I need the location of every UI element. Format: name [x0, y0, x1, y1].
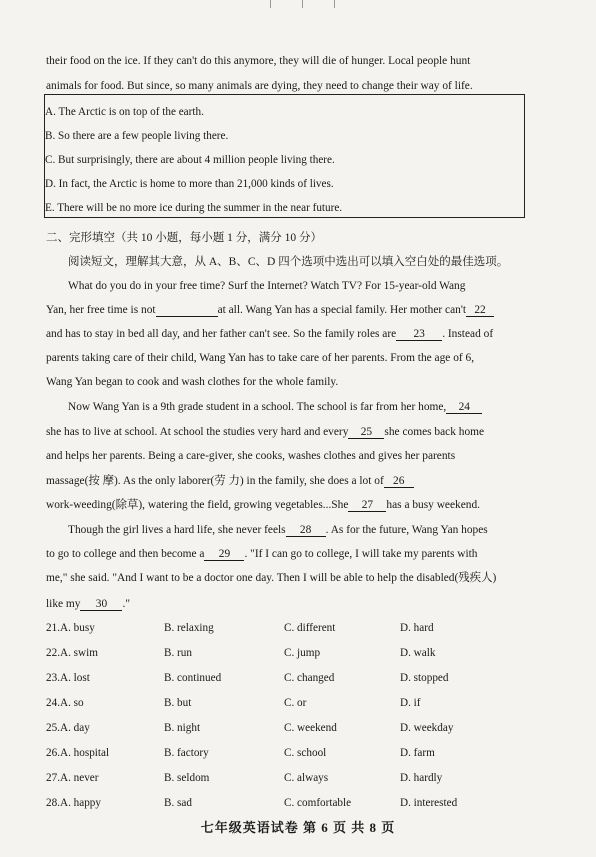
- choice-b[interactable]: B. night: [164, 722, 201, 734]
- choice-c[interactable]: C. different: [284, 622, 336, 634]
- section-title: 二、完形填空（共 10 小题，每小题 1 分，满分 10 分）: [46, 232, 322, 244]
- choice-b[interactable]: B. but: [164, 697, 192, 709]
- question-row: [46, 747, 526, 763]
- blank-29[interactable]: 29: [204, 549, 244, 561]
- cloze-line: Yan, her free time is not at all. Wang Yan has a special family. Her mother can't 22: [46, 303, 526, 317]
- blank-28[interactable]: 28: [286, 525, 326, 537]
- choice-a[interactable]: 28.A. happy: [46, 797, 101, 809]
- cloze-line: Though the girl lives a hard life, she never feels 28 . As for the future, Wang Yan hopes: [68, 524, 488, 536]
- cloze-line: and has to stay in bed all day, and her father can't see. So the family roles are 23 . Instead of: [46, 328, 494, 340]
- question-row: [46, 647, 526, 663]
- cloze-line: to go to college and then become a 29 . "If I can go to college, I will take my parents with: [46, 548, 478, 560]
- page-mark: [270, 0, 271, 8]
- choice-c[interactable]: C. school: [284, 747, 327, 759]
- option-a: A. The Arctic is on top of the earth.: [45, 106, 204, 118]
- choice-b[interactable]: B. seldom: [164, 772, 210, 784]
- option-d: D. In fact, the Arctic is home to more than 21,000 kinds of lives.: [45, 178, 334, 190]
- choice-b[interactable]: B. sad: [164, 797, 192, 809]
- option-e: E. There will be no more ice during the summer in the near future.: [45, 202, 343, 214]
- page-footer: 七年级英语试卷 第 6 页 共 8 页: [200, 820, 396, 835]
- passage-line: their food on the ice. If they can't do this anymore, they will die of hunger. Local people hunt: [46, 55, 471, 67]
- question-row: [46, 797, 526, 813]
- blank-27[interactable]: 27: [348, 500, 386, 512]
- choice-b[interactable]: B. run: [164, 647, 192, 659]
- option-c: C. But surprisingly, there are about 4 million people living there.: [45, 154, 335, 166]
- choice-c[interactable]: C. or: [284, 697, 307, 709]
- question-row: [46, 697, 526, 713]
- question-row: [46, 772, 526, 788]
- choice-c[interactable]: C. always: [284, 772, 329, 784]
- choice-d[interactable]: D. stopped: [400, 672, 449, 684]
- choice-b[interactable]: B. relaxing: [164, 622, 214, 634]
- choice-a[interactable]: 22.A. swim: [46, 647, 98, 659]
- blank-24[interactable]: 24: [446, 402, 482, 414]
- question-row: [46, 722, 526, 738]
- choice-a[interactable]: 26.A. hospital: [46, 747, 110, 759]
- cloze-line: and helps her parents. Being a care-giver, she cooks, washes clothes and gives her parents: [46, 450, 456, 462]
- cloze-line: parents taking care of their child, Wang Yan has to take care of her parents. From the age of 6,: [46, 352, 475, 364]
- choice-c[interactable]: C. jump: [284, 647, 321, 659]
- passage-line: animals for food. But since, so many animals are dying, they need to change their way of life.: [46, 80, 473, 92]
- choice-a[interactable]: 21.A. busy: [46, 622, 95, 634]
- cloze-line: she has to live at school. At school the studies very hard and every 25 she comes back home: [46, 426, 485, 438]
- options-box: [44, 94, 525, 218]
- choice-a[interactable]: 23.A. lost: [46, 672, 90, 684]
- cloze-line: Wang Yan began to cook and wash clothes for the whole family.: [46, 376, 339, 388]
- instructions: 阅读短文，理解其大意，从 A、B、C、D 四个选项中选出可以填入空白处的最佳选项。: [68, 256, 509, 268]
- cloze-line: Now Wang Yan is a 9th grade student in a school. The school is far from her home, 24: [68, 400, 526, 414]
- blank-22[interactable]: 22: [466, 305, 494, 317]
- blank-26[interactable]: 26: [384, 476, 414, 488]
- choice-d[interactable]: D. hardly: [400, 772, 443, 784]
- cloze-line: massage(按 摩). As the only laborer(劳 力) in the family, she does a lot of 26: [46, 474, 526, 488]
- page-mark: [302, 0, 303, 8]
- choice-d[interactable]: D. walk: [400, 647, 436, 659]
- choice-d[interactable]: D. if: [400, 697, 421, 709]
- blank-21[interactable]: [156, 305, 218, 317]
- cloze-line: What do you do in your free time? Surf the Internet? Watch TV? For 15-year-old Wang: [68, 280, 466, 292]
- choice-b[interactable]: B. continued: [164, 672, 222, 684]
- choice-d[interactable]: D. farm: [400, 747, 435, 759]
- question-row: [46, 622, 526, 638]
- cloze-line: me," she said. "And I want to be a doctor one day. Then I will be able to help the disabled(残疾人): [46, 572, 497, 584]
- choice-a[interactable]: 24.A. so: [46, 697, 84, 709]
- choice-a[interactable]: 27.A. never: [46, 772, 99, 784]
- choice-c[interactable]: C. weekend: [284, 722, 337, 734]
- blank-25[interactable]: 25: [348, 427, 384, 439]
- cloze-line: work-weeding(除草), watering the field, growing vegetables...She 27 has a busy weekend.: [46, 499, 481, 511]
- blank-30[interactable]: 30: [80, 599, 122, 611]
- option-b: B. So there are a few people living there.: [45, 130, 229, 142]
- blank-23[interactable]: 23: [396, 329, 442, 341]
- choice-c[interactable]: C. changed: [284, 672, 335, 684]
- choice-c[interactable]: C. comfortable: [284, 797, 352, 809]
- choice-a[interactable]: 25.A. day: [46, 722, 90, 734]
- choice-d[interactable]: D. hard: [400, 622, 434, 634]
- choice-b[interactable]: B. factory: [164, 747, 209, 759]
- cloze-line: like my 30 .": [46, 598, 130, 610]
- question-row: [46, 672, 526, 688]
- choice-d[interactable]: D. interested: [400, 797, 458, 809]
- page-mark: [334, 0, 335, 8]
- choice-d[interactable]: D. weekday: [400, 722, 454, 734]
